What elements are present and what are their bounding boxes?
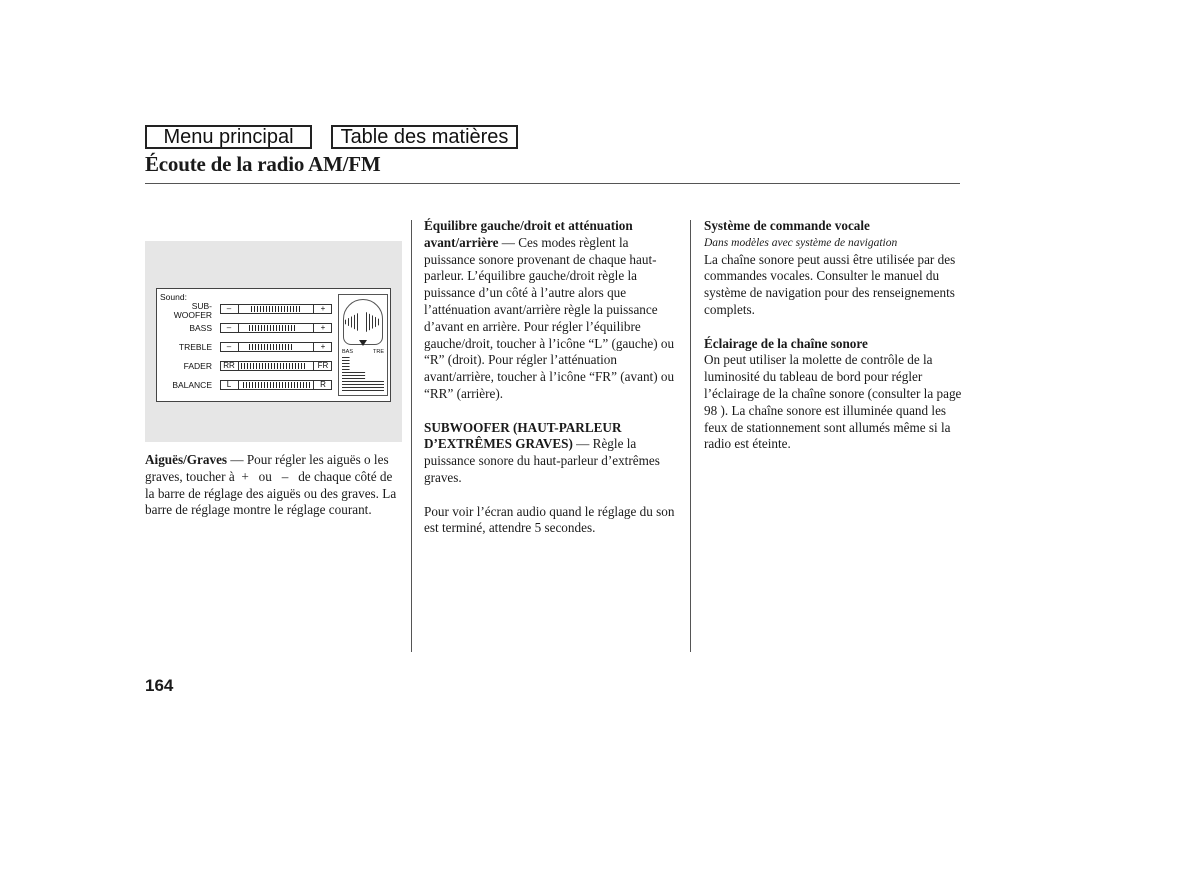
bass-minus: – (226, 323, 232, 332)
sound-screen-title: Sound: (160, 292, 187, 302)
sound-screen-figure (145, 241, 402, 442)
treble-mini-label: TRE (373, 349, 384, 355)
treble-minus: – (226, 342, 232, 351)
subwoofer-row (157, 301, 333, 320)
column-divider-1 (411, 220, 412, 652)
sound-screen (156, 288, 391, 402)
column-3 (704, 218, 962, 453)
subwoofer-plus: + (320, 304, 326, 313)
column-1 (145, 452, 400, 519)
treble-plus: + (320, 342, 326, 351)
equalizer-graph (342, 357, 384, 391)
column-2 (424, 218, 681, 537)
voice-control-text: La chaîne sonore peut aussi être utilisée par des commandes vocales. Consulter le manuel du système de navigation pour des renseignements complets. (704, 251, 956, 317)
fader-rear: RR (223, 361, 235, 370)
balance-left: L (226, 380, 232, 389)
or-word: ou (258, 468, 272, 484)
treble-label: TREBLE (178, 342, 212, 352)
minus-symbol: – (281, 468, 289, 484)
balance-slider (220, 380, 332, 390)
balance-fader-heading: Équilibre gauche/droit et atténuation avant/arrière (424, 218, 633, 250)
column-divider-2 (690, 220, 691, 652)
subwoofer-text: Règle la puissance sonore du haut-parleur d’extrêmes graves. (424, 436, 660, 485)
bass-label: BASS (189, 323, 212, 333)
voice-control-heading: Système de commande vocale (704, 218, 870, 233)
main-menu-button[interactable]: Menu principal (145, 125, 312, 149)
fader-row (157, 361, 333, 372)
bass-row (157, 323, 333, 334)
balance-right: R (320, 380, 326, 389)
speaker-balance-diagram (338, 294, 388, 396)
fader-slider (220, 361, 332, 371)
title-divider (145, 183, 960, 184)
voice-control-subtitle: Dans modèles avec système de navigation (704, 236, 898, 249)
balance-label: BALANCE (172, 380, 212, 390)
bass-plus: + (320, 323, 326, 332)
plus-symbol: + (241, 468, 249, 484)
subwoofer-minus: – (226, 304, 232, 313)
lighting-heading: Éclairage de la chaîne sonore (704, 335, 868, 351)
lighting-text: On peut utiliser la molette de contrôle de la luminosité du tableau de bord pour régler l’éclairage de la chaîne sonore (consulter la page 98 ). La chaîne sonore est illuminée quand les feux de stationnement sont allumés même si la radio est éteinte. (704, 352, 962, 452)
treble-row (157, 342, 333, 353)
treble-bass-text-b: de chaque côté de la barre de réglage des aiguës ou des graves. La barre de réglage montre le réglage courant. (145, 468, 397, 518)
treble-bass-heading: Aiguës/Graves (145, 452, 228, 467)
balance-fader-text: Ces modes règlent la puissance sonore provenant de chaque haut-parleur. L’équilibre gauche/droit règle la puissance d’un côté à l’autre alors que l’atténuation avant/arrière règle la puissance d’avant en arrière. Pour régler l’équilibre gauche/droit, toucher à l’icône “L” (gauche) ou “R” (droit). Pour régler l’atténuation avant/arrière, toucher à l’icône “FR” (avant) ou “RR” (arrière). (424, 234, 675, 401)
fader-label: FADER (183, 361, 212, 371)
subwoofer-heading: SUBWOOFER (HAUT-PARLEUR D’EXTRÊMES GRAVES) (424, 419, 622, 452)
audio-screen-note: Pour voir l’écran audio quand le réglage du son est terminé, attendre 5 secondes. (424, 503, 675, 536)
fader-front: FR (317, 361, 329, 370)
balance-row (157, 380, 333, 391)
table-of-contents-button[interactable]: Table des matières (331, 125, 518, 149)
bass-slider (220, 323, 332, 333)
subwoofer-slider (220, 304, 332, 314)
treble-bass-paragraph: Aiguës/Graves — Pour régler les aiguës o les graves, toucher à + ou – de chaque côté de la barre de réglage des aiguës ou des graves. La barre de réglage montre le réglage courant. (145, 452, 397, 518)
treble-bass-text-a: Pour régler les aiguës o les graves, toucher à (145, 452, 389, 484)
balance-fader-paragraph: Équilibre gauche/droit et atténuation avant/arrière — Ces modes règlent la puissance sonore provenant de chaque haut-parleur. L’équilibre gauche/droit règle la puissance d’un côté à l’autre alors que l’atténuation avant/arrière règle la puissance d’avant en arrière. Pour régler l’équilibre gauche/droit, toucher à l’icône “L” (gauche) ou “R” (droit). Pour régler l’atténuation avant/arrière, toucher à l’icône “FR” (avant) ou “RR” (arrière). (424, 218, 675, 401)
treble-slider (220, 342, 332, 352)
page-title: Écoute de la radio AM/FM (145, 152, 381, 176)
subwoofer-label: SUB- WOOFER (173, 301, 212, 320)
page-number: 164 (145, 676, 174, 695)
subwoofer-paragraph: SUBWOOFER (HAUT-PARLEUR D’EXTRÊMES GRAVES) — Règle la puissance sonore du haut-parleur d’extrêmes graves. (424, 419, 660, 485)
bass-mini-label: BAS (342, 349, 354, 355)
